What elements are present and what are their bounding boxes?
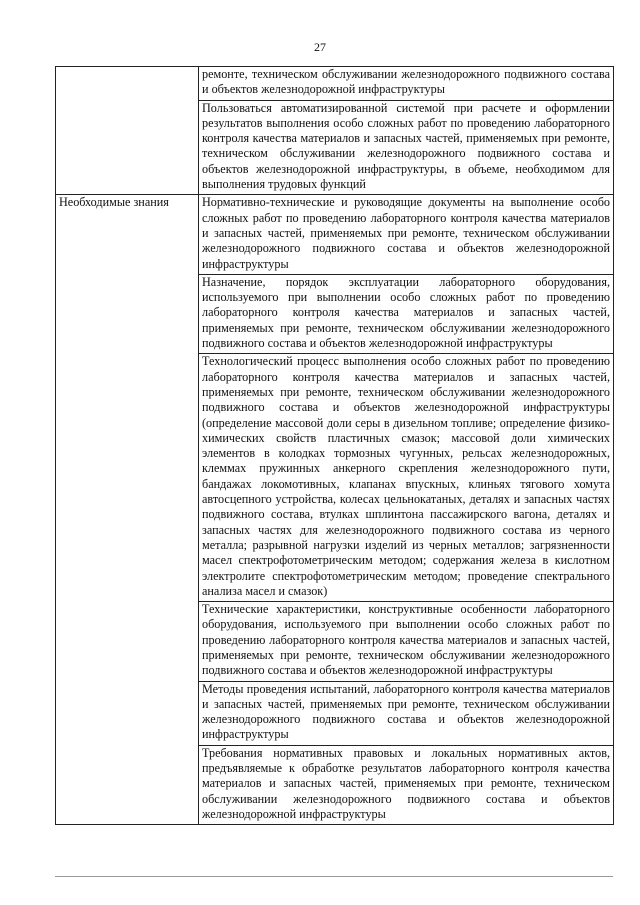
table-row: [56, 67, 614, 101]
table-row: [56, 195, 614, 274]
row-text: ремонте, техническом обслуживании железнодорожного подвижного состава и объектов железнодорожной инфраструктуры: [199, 67, 614, 101]
row-text: Технические характеристики, конструктивные особенности лабораторного оборудования, используемого при выполнении особо сложных работ по проведению лабораторного контроля качества материалов и запасных частей, применяемых при ремонте, техническом обслуживании железнодорожного подвижного состава и объектов железнодорожной инфраструктуры: [199, 602, 614, 681]
page-bottom-divider: [55, 876, 613, 877]
row-label: Необходимые знания: [56, 195, 199, 825]
row-text: Требования нормативных правовых и локальных нормативных актов, предъявляемые к обработке результатов лабораторного контроля качества материалов и запасных частей, применяемых при ремонте, техническом обслуживании железнодорожного подвижного состава и объектов железнодорожной инфраструктуры: [199, 745, 614, 824]
row-text: Нормативно-технические и руководящие документы на выполнение особо сложных работ по проведению лабораторного контроля качества материалов и запасных частей, применяемых при ремонте, техническом обслуживании железнодорожного подвижного состава и объектов железнодорожной инфраструктуры: [199, 195, 614, 274]
page-number: 27: [314, 40, 326, 54]
row-text: Пользоваться автоматизированной системой при расчете и оформлении результатов выполнения особо сложных работ по проведению лабораторного контроля качества материалов и запасных частей, применяемых при ремонте, техническом обслуживании железнодорожного подвижного состава и объектов железнодорожной инфраструктуры, в объеме, необходимом для выполнения трудовых функций: [199, 100, 614, 195]
competency-table: [55, 66, 614, 825]
row-text: Методы проведения испытаний, лабораторного контроля качества материалов и запасных частей, применяемых при ремонте, техническом обслуживании железнодорожного подвижного состава и объектов железнодорожной инфраструктуры: [199, 681, 614, 745]
row-text: Назначение, порядок эксплуатации лабораторного оборудования, используемого при выполнении особо сложных работ по проведению лабораторного контроля качества материалов и запасных частей, применяемых при ремонте, техническом обслуживании железнодорожного подвижного состава и объектов железнодорожной инфраструктуры: [199, 274, 614, 353]
row-label: [56, 67, 199, 195]
row-text: Технологический процесс выполнения особо сложных работ по проведению лабораторного контроля качества материалов и запасных частей, применяемых при ремонте, техническом обслуживании железнодорожного подвижного состава и объектов железнодорожной инфраструктуры (определение массовой доли серы в дизельном топливе; определение физико-химических свойств пластичных смазок; массовой доли химических элементов в колодках тормозных чугунных, рельсах железнодорожных, клеммах пружинных анкерного скрепления железнодорожного пути, бандажах локомотивных, клапанах впускных, клиньях тягового хомута автосцепного устройства, колесах цельнокатаных, деталях и запасных частях подвижного состава, втулках шплинтона пассажирского вагона, деталях и запасных частях для железнодорожного подвижного состава из черного металла; разрывной нагрузки изделий из черных металлов; загрязненности масел спектрофотометрическим методом; содержания железа в кислотном электролите спектрофотометрическим методом; проведение спектрального анализа масел и смазок): [199, 354, 614, 602]
